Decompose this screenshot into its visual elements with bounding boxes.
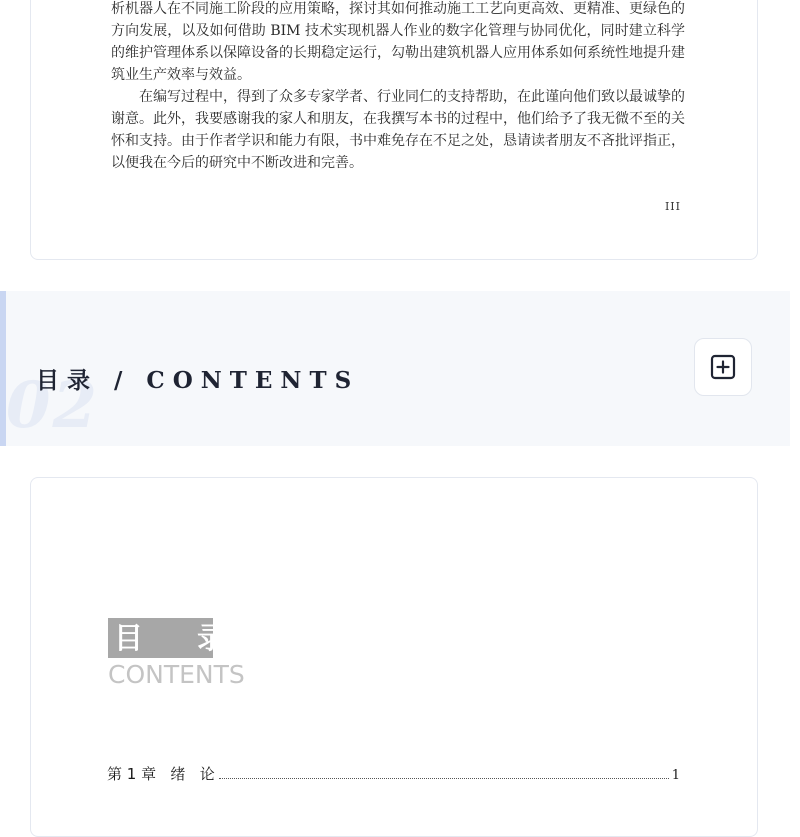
toc-heading-cn: 目 录 — [108, 618, 213, 658]
toc-entry-page: 1 — [671, 768, 680, 783]
add-section-button[interactable] — [694, 338, 752, 396]
page-number: III — [664, 200, 681, 213]
toc-entry[interactable] — [107, 763, 680, 784]
plus-square-icon — [710, 354, 736, 380]
preface-paragraph: 在编写过程中，得到了众多专家学者、行业同仁的支持帮助，在此谨向他们致以最诚挚的谢意。此外，我要感谢我的家人和朋友，在我撰写本书的过程中，他们给予了我无微不至的关怀和支持。由于作者学识和能力有限，书中难免存在不足之处，恳请读者朋友不吝批评指正，以便我在今后的研究中不断改进和完善。 — [111, 89, 685, 171]
contents-page-card — [30, 477, 758, 837]
toc-dot-leader — [219, 778, 669, 779]
preface-paragraph: 析机器人在不同施工阶段的应用策略，探讨其如何推动施工工艺向更高效、更精准、更绿色的方向发展，以及如何借助 BIM 技术实现机器人作业的数字化管理与协同优化，同时建立科学的维护管理体系以保障设备的长期稳定运行，勾勒出建筑机器人应用体系如何系统性地提升建筑业生产效率与效益。 — [111, 1, 685, 83]
section-title: 目录 / CONTENTS — [36, 367, 360, 394]
toc-entry-chapter: 第 1 章 绪 论 — [107, 765, 215, 783]
preface-page-card — [30, 0, 758, 260]
preface-text — [111, 0, 685, 174]
section-number: 02 — [6, 368, 100, 443]
toc-heading-en: CONTENTS — [108, 660, 245, 689]
section-header — [0, 291, 790, 446]
